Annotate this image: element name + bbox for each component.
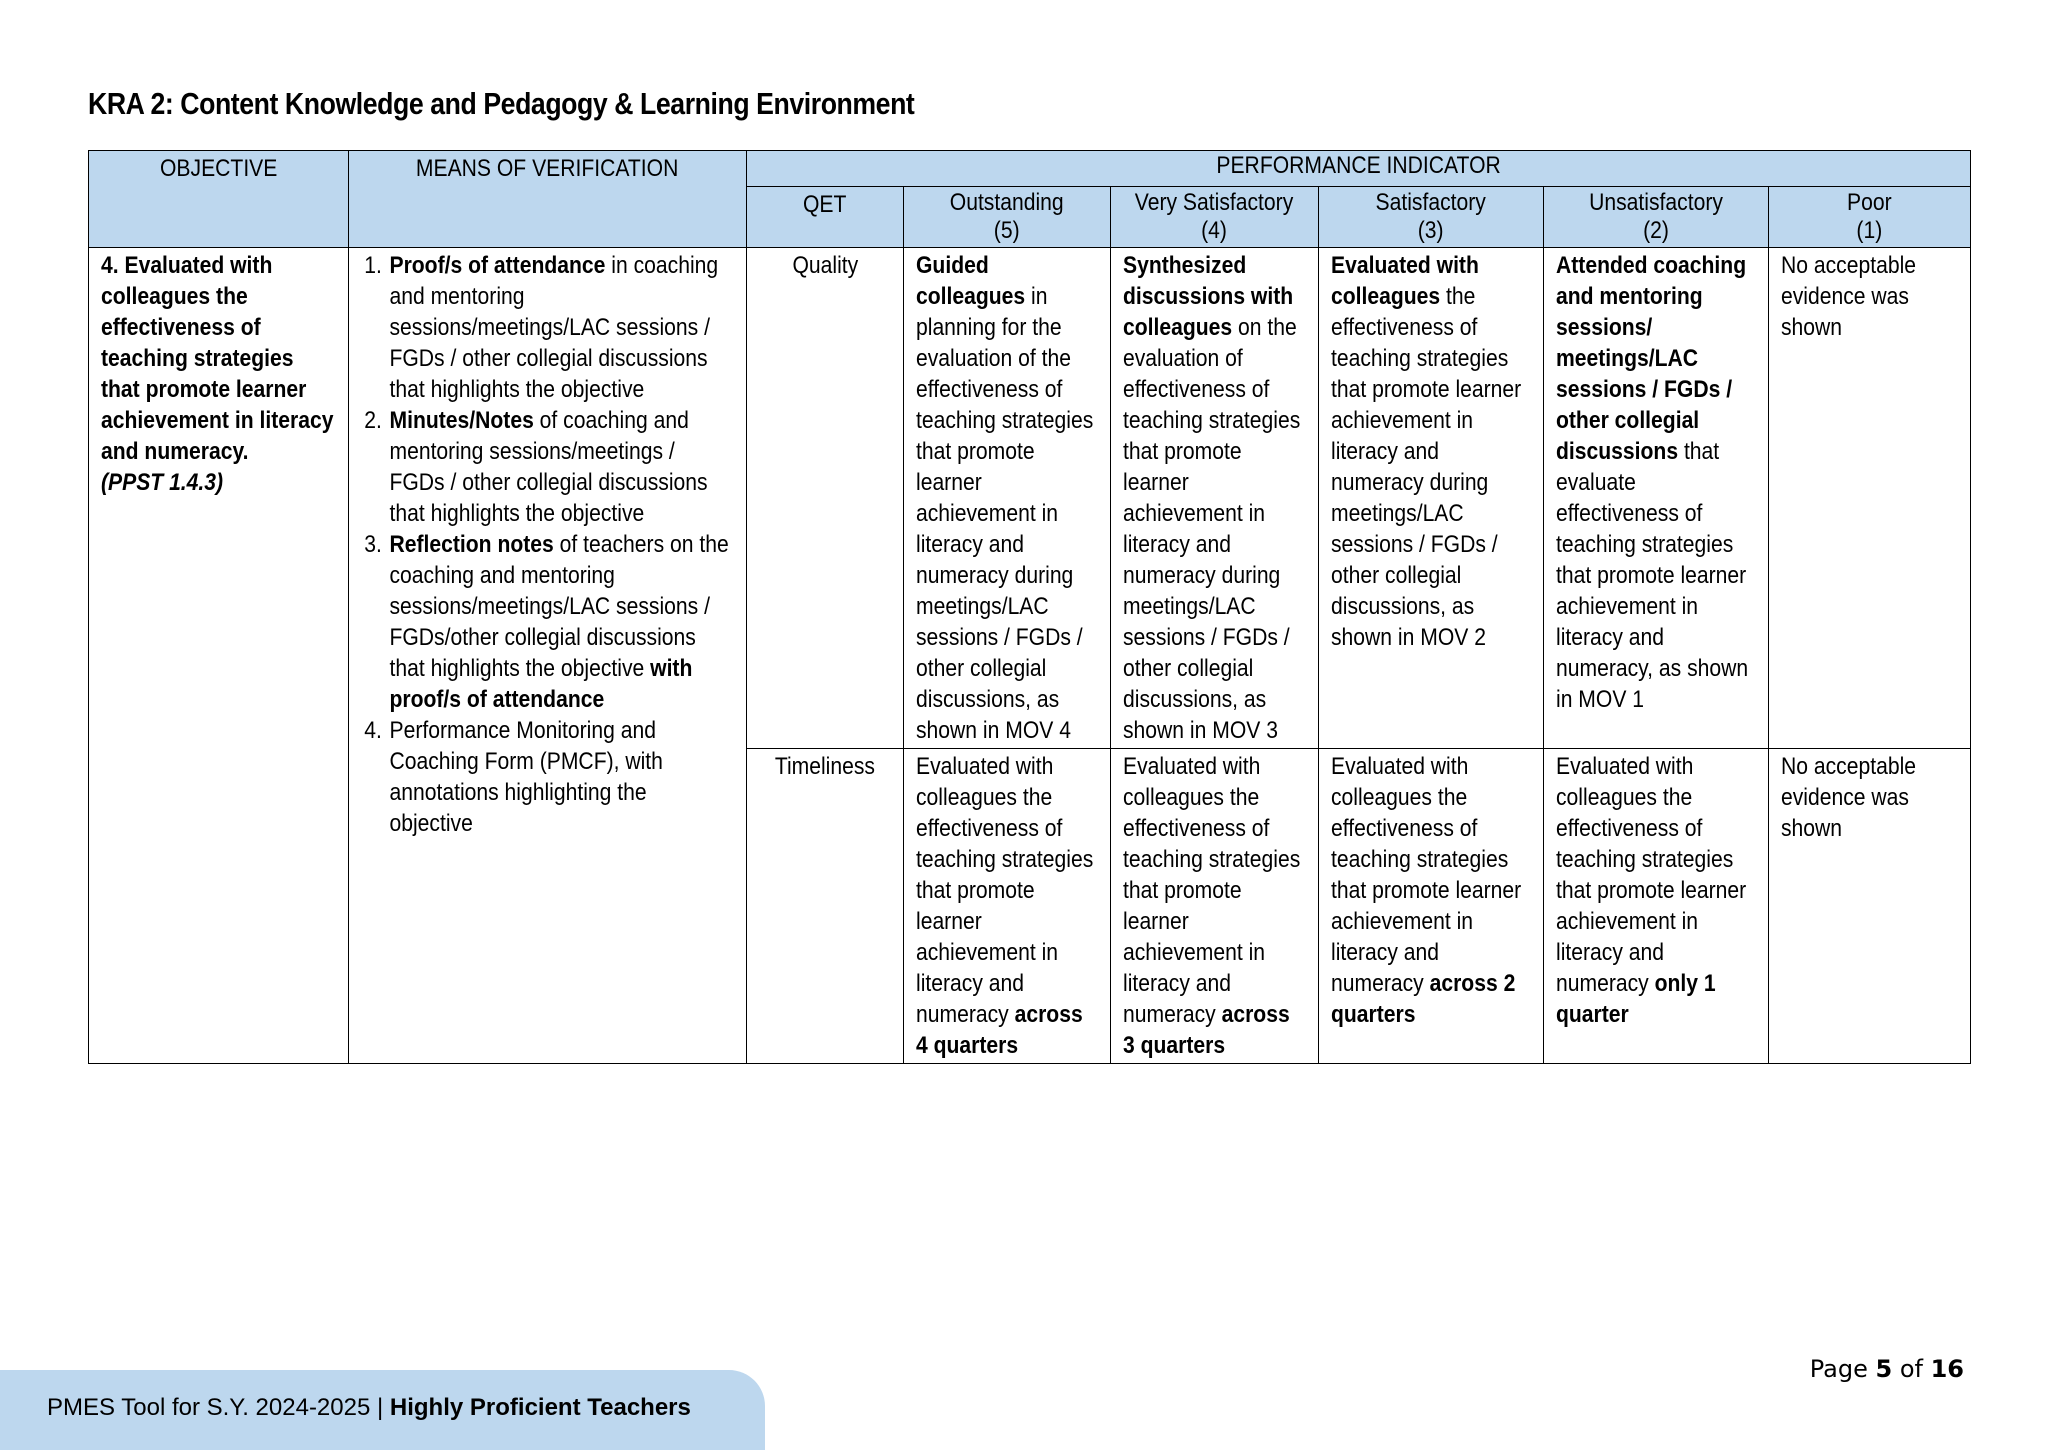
- mov-header: MEANS OF VERIFICATION: [349, 151, 747, 248]
- performance-indicator-header: PERFORMANCE INDICATOR: [747, 151, 1971, 187]
- page-title: KRA 2: Content Knowledge and Pedagogy & Learning Environment: [88, 86, 915, 121]
- quality-satisfactory-cell: Evaluated with colleagues the effectiveness of teaching strategies that promote learner achievement in literacy and numeracy during meetings/LAC sessions / FGDs / other collegial discussions, as shown in MOV 2: [1319, 248, 1544, 749]
- timeliness-unsatisfactory-cell: Evaluated with colleagues the effectiveness of teaching strategies that promote learner achievement in literacy and numeracy only 1 quarter: [1544, 749, 1769, 1064]
- level-header-unsatisfactory: Unsatisfactory (2): [1544, 187, 1769, 248]
- quality-very-satisfactory-cell: Synthesized discussions with colleagues on the evaluation of effectiveness of teaching strategies that promote learner achievement in literacy and numeracy during meetings/LAC sessions / FGDs / other collegial discussions, as shown in MOV 3: [1111, 248, 1319, 749]
- qet-quality-label: Quality: [747, 248, 904, 749]
- level-header-satisfactory: Satisfactory (3): [1319, 187, 1544, 248]
- mov-item: 4. Performance Monitoring and Coaching Form (PMCF), with annotations highlighting the objective: [388, 715, 732, 839]
- mov-cell: [349, 248, 747, 1064]
- footer-text: PMES Tool for S.Y. 2024-2025 | Highly Proficient Teachers: [47, 1394, 691, 1421]
- qet-timeliness-label: Timeliness: [747, 749, 904, 1064]
- timeliness-poor-cell: No acceptable evidence was shown: [1769, 749, 1971, 1064]
- level-header-outstanding: Outstanding (5): [904, 187, 1111, 248]
- mov-item: 2. Minutes/Notes of coaching and mentoring sessions/meetings / FGDs / other collegial discussions that highlights the objective: [388, 405, 732, 529]
- objective-cell: [89, 248, 349, 1064]
- objective-ref: (PPST 1.4.3): [101, 469, 224, 496]
- quality-outstanding-cell: Guided colleagues in planning for the evaluation of the effectiveness of teaching strategies that promote learner achievement in literacy and numeracy during meetings/LAC sessions / FGDs / other collegial discussions, as shown in MOV 4: [904, 248, 1111, 749]
- level-header-very-satisfactory: Very Satisfactory (4): [1111, 187, 1319, 248]
- page-number: Page 5 of 16: [1809, 1355, 1964, 1383]
- mov-item: 3. Reflection notes of teachers on the coaching and mentoring sessions/meetings/LAC sessions / FGDs/other collegial discussions that highlights the objective with proof/s of attendance: [388, 529, 732, 715]
- level-header-poor: Poor (1): [1769, 187, 1971, 248]
- quality-unsatisfactory-cell: Attended coaching and mentoring sessions/ meetings/LAC sessions / FGDs / other collegial discussions that evaluate effectiveness of teaching strategies that promote learner achievement in literacy and numeracy, as shown in MOV 1: [1544, 248, 1769, 749]
- objective-header: OBJECTIVE: [89, 151, 349, 248]
- rubric-table: [88, 150, 1971, 1064]
- objective-text: 4. Evaluated with colleagues the effectiveness of teaching strategies that promote learner achievement in literacy and numeracy.: [101, 252, 334, 465]
- timeliness-very-satisfactory-cell: Evaluated with colleagues the effectiveness of teaching strategies that promote learner achievement in literacy and numeracy across 3 quarters: [1111, 749, 1319, 1064]
- quality-poor-cell: No acceptable evidence was shown: [1769, 248, 1971, 749]
- timeliness-outstanding-cell: Evaluated with colleagues the effectiveness of teaching strategies that promote learner achievement in literacy and numeracy across 4 quarters: [904, 749, 1111, 1064]
- mov-list: [349, 250, 732, 839]
- timeliness-satisfactory-cell: Evaluated with colleagues the effectiveness of teaching strategies that promote learner achievement in literacy and numeracy across 2 quarters: [1319, 749, 1544, 1064]
- mov-item: 1. Proof/s of attendance in coaching and mentoring sessions/meetings/LAC sessions / FGDs / other collegial discussions that highlights the objective: [388, 250, 732, 405]
- qet-header: QET: [747, 187, 904, 248]
